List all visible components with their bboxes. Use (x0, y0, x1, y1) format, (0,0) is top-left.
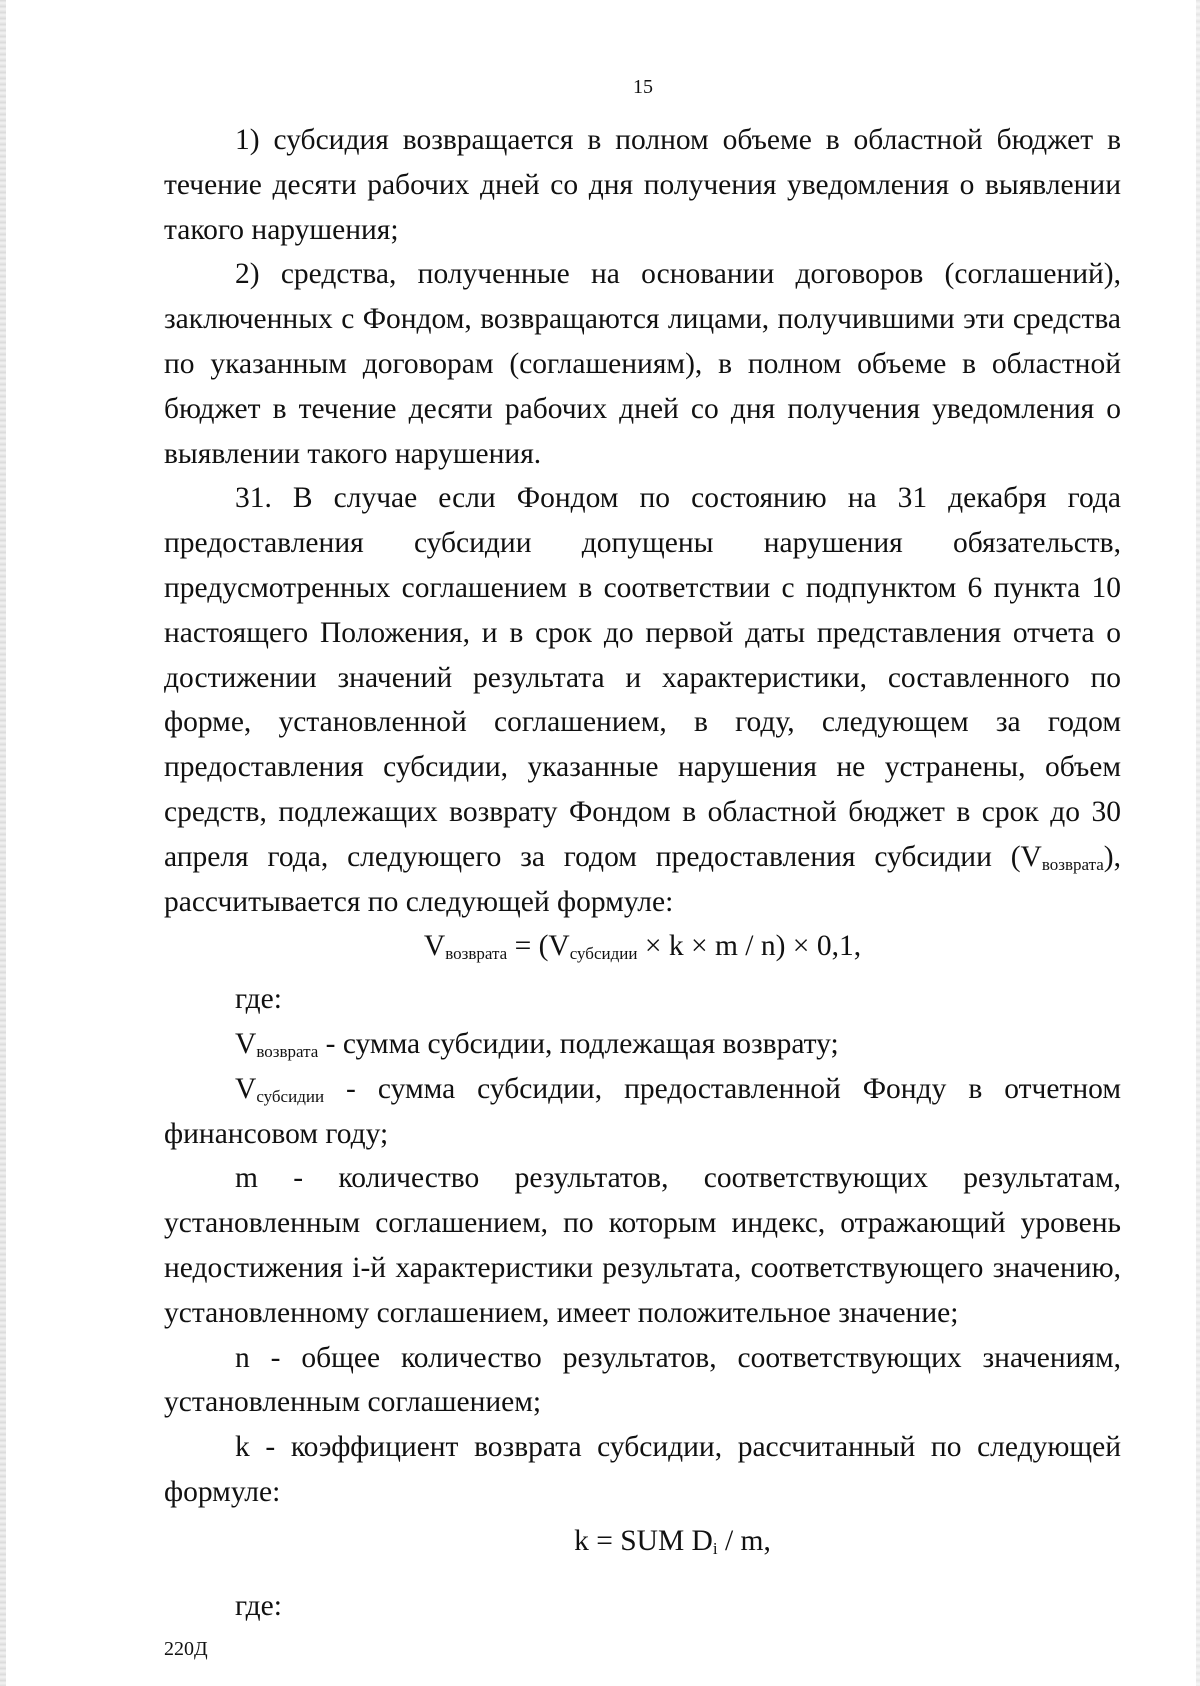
definition-v-subsidy (164, 1067, 1121, 1157)
formula-k-tail: / m, (717, 1524, 771, 1557)
page-number: 15 (633, 76, 653, 98)
page-scan-edge-left (0, 0, 6, 1686)
definition-m: m - количество результатов, соответствующих результатам, установленным соглашением, по которым индекс, отражающий уровень недостижения i-й характеристики результата, соответствующего значению, установленному соглашением, имеет положительное значение; (164, 1162, 1121, 1329)
formula-k (164, 1519, 1121, 1564)
formula-subscript-subsidy: субсидии (569, 944, 638, 964)
paragraph-31-text: 31. В случае если Фондом по состоянию на 31 декабря года предоставления субсидии допущены нарушения обязательств, предусмотренных соглашением в соответствии с подпунктом 6 пункта 10 настоящего Положения, и в срок до первой даты представления отчета о достижении значений результата и характеристики, составленного по форме, установленной соглашением, в году, следующем за годом предоставления субсидии, указанные нарушения не устранены, объем средств, подлежащих возврату Фондом в областной бюджет в срок до 30 апреля года, следующего за годом предоставления субсидии (V (164, 482, 1121, 873)
paragraph-31-tail: ), рассчитывается по следующей формуле: (164, 840, 1121, 918)
paragraph-31-subscript: возврата (1041, 854, 1104, 874)
formula-equals-part: = (V (507, 930, 570, 963)
definition-v-return (164, 1022, 1121, 1067)
document-code: 220Д (164, 1638, 208, 1660)
paragraph-1: 1) субсидия возвращается в полном объеме в областной бюджет в течение десяти рабочих дней со дня получения уведомления о выявлении такого нарушения; (164, 124, 1121, 246)
formula-k-subscript: i (712, 1538, 718, 1558)
def-subscript-subsidy: субсидии (256, 1086, 325, 1106)
def-symbol-v-return: V (235, 1027, 257, 1060)
where-label-2: где: (235, 1589, 282, 1622)
def-text-v-return: - сумма субсидии, подлежащая возврату; (318, 1027, 839, 1060)
definition-k: k - коэффициент возврата субсидии, рассчитанный по следующей формуле: (164, 1431, 1121, 1508)
formula-subscript-return: возврата (445, 944, 508, 964)
def-subscript-return: возврата (256, 1041, 319, 1061)
paragraph-31 (164, 476, 1121, 924)
def-symbol-v-subsidy: V (235, 1072, 257, 1105)
formula-k-main: k = SUM D (574, 1524, 713, 1557)
page-scan-edge-right (1196, 0, 1200, 1686)
formula-symbol-v: V (423, 930, 446, 963)
def-text-v-subsidy: - сумма субсидии, предоставленной Фонду в отчетном финансовом году; (164, 1072, 1121, 1150)
formula-tail: × k × m / n) × 0,1, (637, 930, 862, 963)
definition-n: n - общее количество результатов, соответствующих значениям, установленным соглашением; (164, 1341, 1121, 1419)
document-body (164, 118, 1121, 1628)
formula-return-volume (164, 924, 1121, 969)
paragraph-2: 2) средства, полученные на основании договоров (соглашений), заключенных с Фондом, возвращаются лицами, получившими эти средства по указанным договорам (соглашениям), в полном объеме в областной бюджет в течение десяти рабочих дней со дня получения уведомления о выявлении такого нарушения. (164, 258, 1121, 470)
where-label: где: (235, 983, 282, 1016)
